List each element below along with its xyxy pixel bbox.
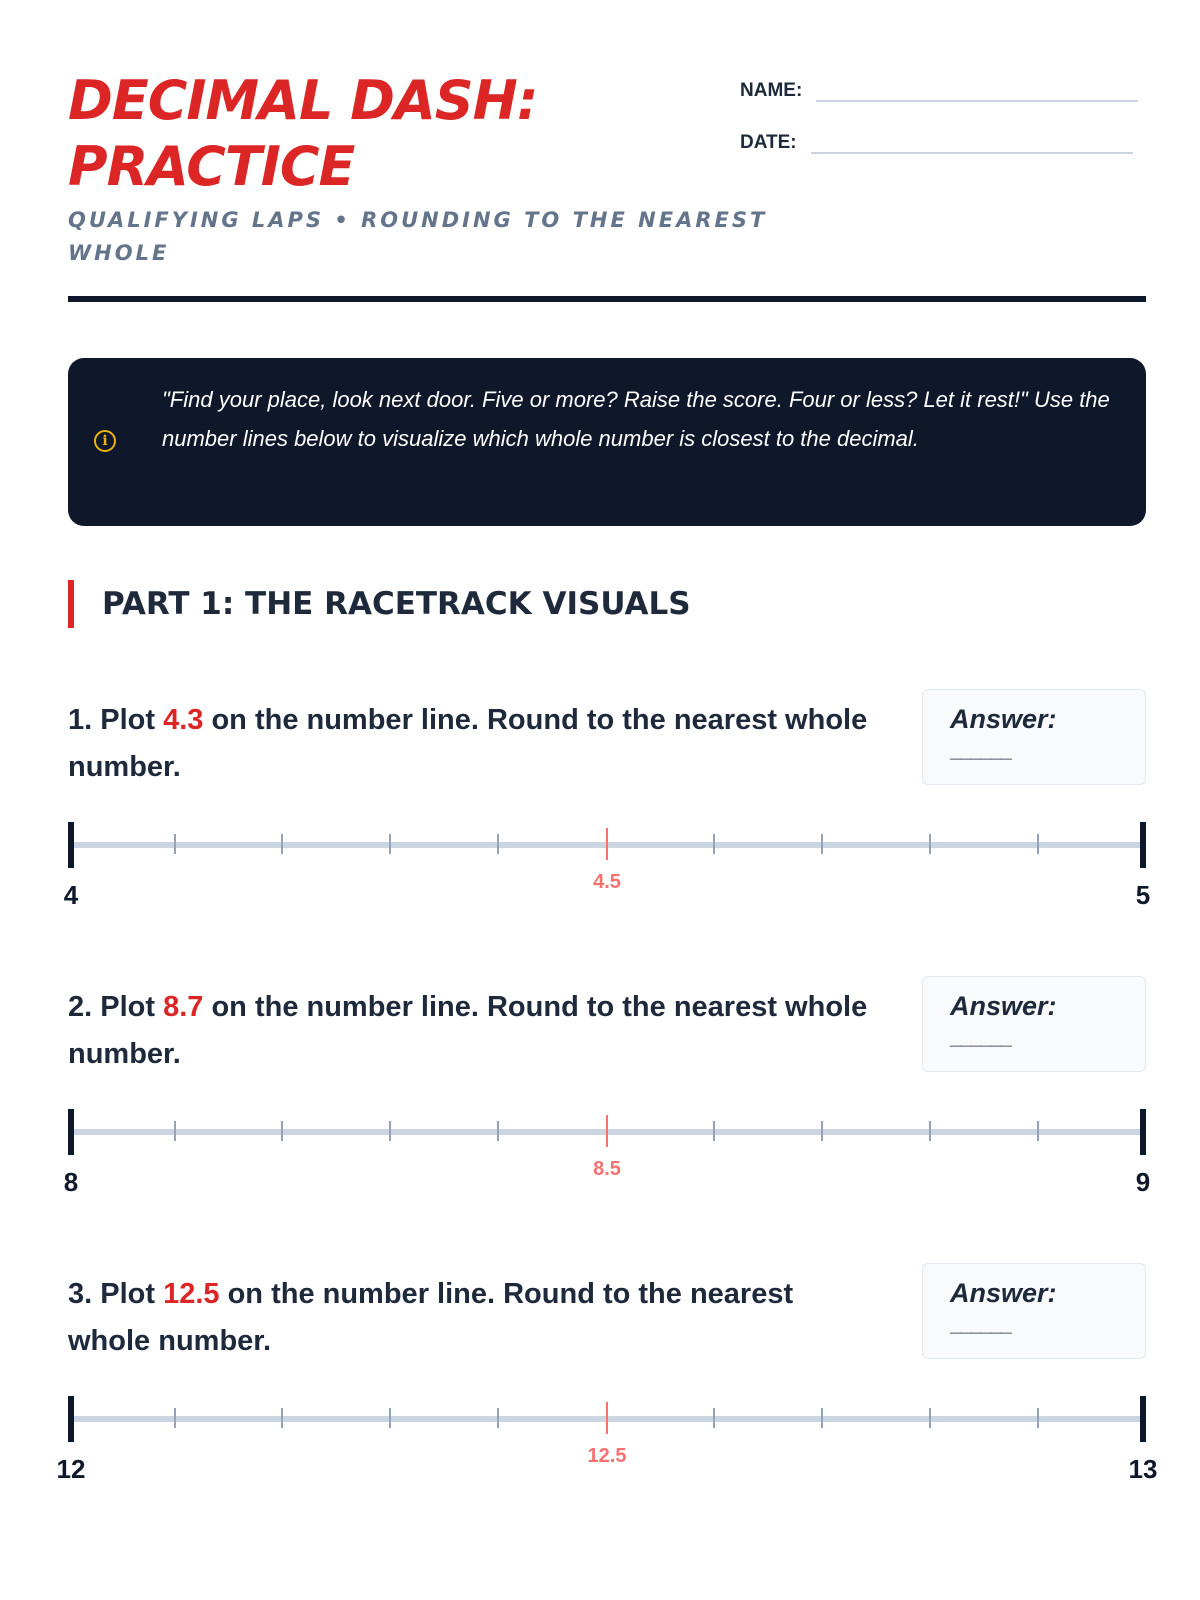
number-line-start-cap xyxy=(68,1109,74,1155)
start-label: 12 xyxy=(56,1454,86,1484)
tick-mark xyxy=(389,1408,391,1428)
date-input-line[interactable] xyxy=(811,128,1133,154)
tick-mark xyxy=(389,834,391,854)
question-value: 8.7 xyxy=(163,991,204,1023)
start-label: 8 xyxy=(63,1167,79,1197)
question-text xyxy=(68,1271,848,1365)
tick-mark xyxy=(174,834,176,854)
tick-mark xyxy=(497,1121,499,1141)
end-label: 13 xyxy=(1128,1454,1158,1484)
number-line-end-cap xyxy=(1140,822,1146,868)
question-suffix: on the number line. Round to the nearest whole number. xyxy=(68,704,868,783)
answer-box[interactable] xyxy=(922,1263,1146,1359)
answer-blank[interactable]: ______ xyxy=(950,1314,1011,1336)
answer-blank[interactable]: ______ xyxy=(950,1027,1011,1049)
tick-mark xyxy=(929,834,931,854)
page-subtitle: QUALIFYING LAPS • ROUNDING TO THE NEAREST WHOLE xyxy=(68,208,768,265)
answer-label: Answer: xyxy=(950,704,1057,734)
worksheet-page xyxy=(56,0,1158,1600)
tick-mark xyxy=(497,834,499,854)
problem-card xyxy=(63,697,1151,957)
name-label: NAME: xyxy=(740,80,803,101)
section-title: PART 1: THE RACETRACK VISUALS xyxy=(102,586,691,622)
number-line-start-cap xyxy=(68,1396,74,1442)
tick-mark xyxy=(174,1408,176,1428)
number-line[interactable] xyxy=(56,1396,1158,1496)
date-label: DATE: xyxy=(740,132,797,153)
midpoint-tick xyxy=(606,828,608,860)
tick-mark xyxy=(929,1121,931,1141)
tick-mark xyxy=(389,1121,391,1141)
end-label: 5 xyxy=(1135,880,1151,910)
tick-mark xyxy=(821,1408,823,1428)
tick-mark xyxy=(1037,1121,1039,1141)
problem-card xyxy=(63,984,1151,1244)
midpoint-label: 12.5 xyxy=(587,1445,627,1467)
question-text xyxy=(68,984,908,1078)
midpoint-tick xyxy=(606,1402,608,1434)
question-prefix: 1. Plot xyxy=(68,704,164,736)
midpoint-label: 4.5 xyxy=(593,871,621,893)
tick-mark xyxy=(174,1121,176,1141)
name-input-line[interactable] xyxy=(816,76,1138,102)
end-label: 9 xyxy=(1135,1167,1151,1197)
page-title: DECIMAL DASH: PRACTICE xyxy=(68,69,538,198)
tick-mark xyxy=(713,1121,715,1141)
answer-label: Answer: xyxy=(950,1278,1057,1308)
date-field[interactable] xyxy=(740,128,1133,154)
tick-mark xyxy=(497,1408,499,1428)
header-divider xyxy=(68,296,1146,302)
question-prefix: 2. Plot xyxy=(68,991,164,1023)
tick-mark xyxy=(1037,834,1039,854)
tick-mark xyxy=(821,834,823,854)
number-line-start-cap xyxy=(68,822,74,868)
tick-mark xyxy=(929,1408,931,1428)
start-label: 4 xyxy=(63,880,79,910)
tip-text: "Find your place, look next door. Five or more? Raise the score. Four or less? Let it rest!" Use the number lines below to visualize which whole number is closest to the decimal. xyxy=(162,387,1110,451)
question-value: 12.5 xyxy=(163,1278,220,1310)
tick-mark xyxy=(1037,1408,1039,1428)
tick-mark xyxy=(713,1408,715,1428)
answer-label: Answer: xyxy=(950,991,1057,1021)
answer-blank[interactable]: ______ xyxy=(950,740,1011,762)
tip-box xyxy=(68,358,1146,526)
number-line[interactable] xyxy=(63,1109,1151,1209)
question-value: 4.3 xyxy=(163,704,204,736)
number-line-end-cap xyxy=(1140,1396,1146,1442)
tick-mark xyxy=(281,834,283,854)
tick-mark xyxy=(713,834,715,854)
question-suffix: on the number line. Round to the nearest whole number. xyxy=(68,1278,794,1357)
number-line[interactable] xyxy=(63,822,1151,922)
midpoint-tick xyxy=(606,1115,608,1147)
info-icon: i xyxy=(94,430,116,452)
tick-mark xyxy=(281,1121,283,1141)
midpoint-label: 8.5 xyxy=(593,1158,621,1180)
tick-mark xyxy=(281,1408,283,1428)
name-field[interactable] xyxy=(740,76,1138,102)
answer-box[interactable] xyxy=(922,689,1146,785)
question-text xyxy=(68,697,908,791)
tick-mark xyxy=(821,1121,823,1141)
answer-box[interactable] xyxy=(922,976,1146,1072)
question-prefix: 3. Plot xyxy=(68,1278,164,1310)
section-accent-bar xyxy=(68,580,74,628)
question-suffix: on the number line. Round to the nearest whole number. xyxy=(68,991,868,1070)
number-line-end-cap xyxy=(1140,1109,1146,1155)
problem-card xyxy=(56,1271,1158,1531)
